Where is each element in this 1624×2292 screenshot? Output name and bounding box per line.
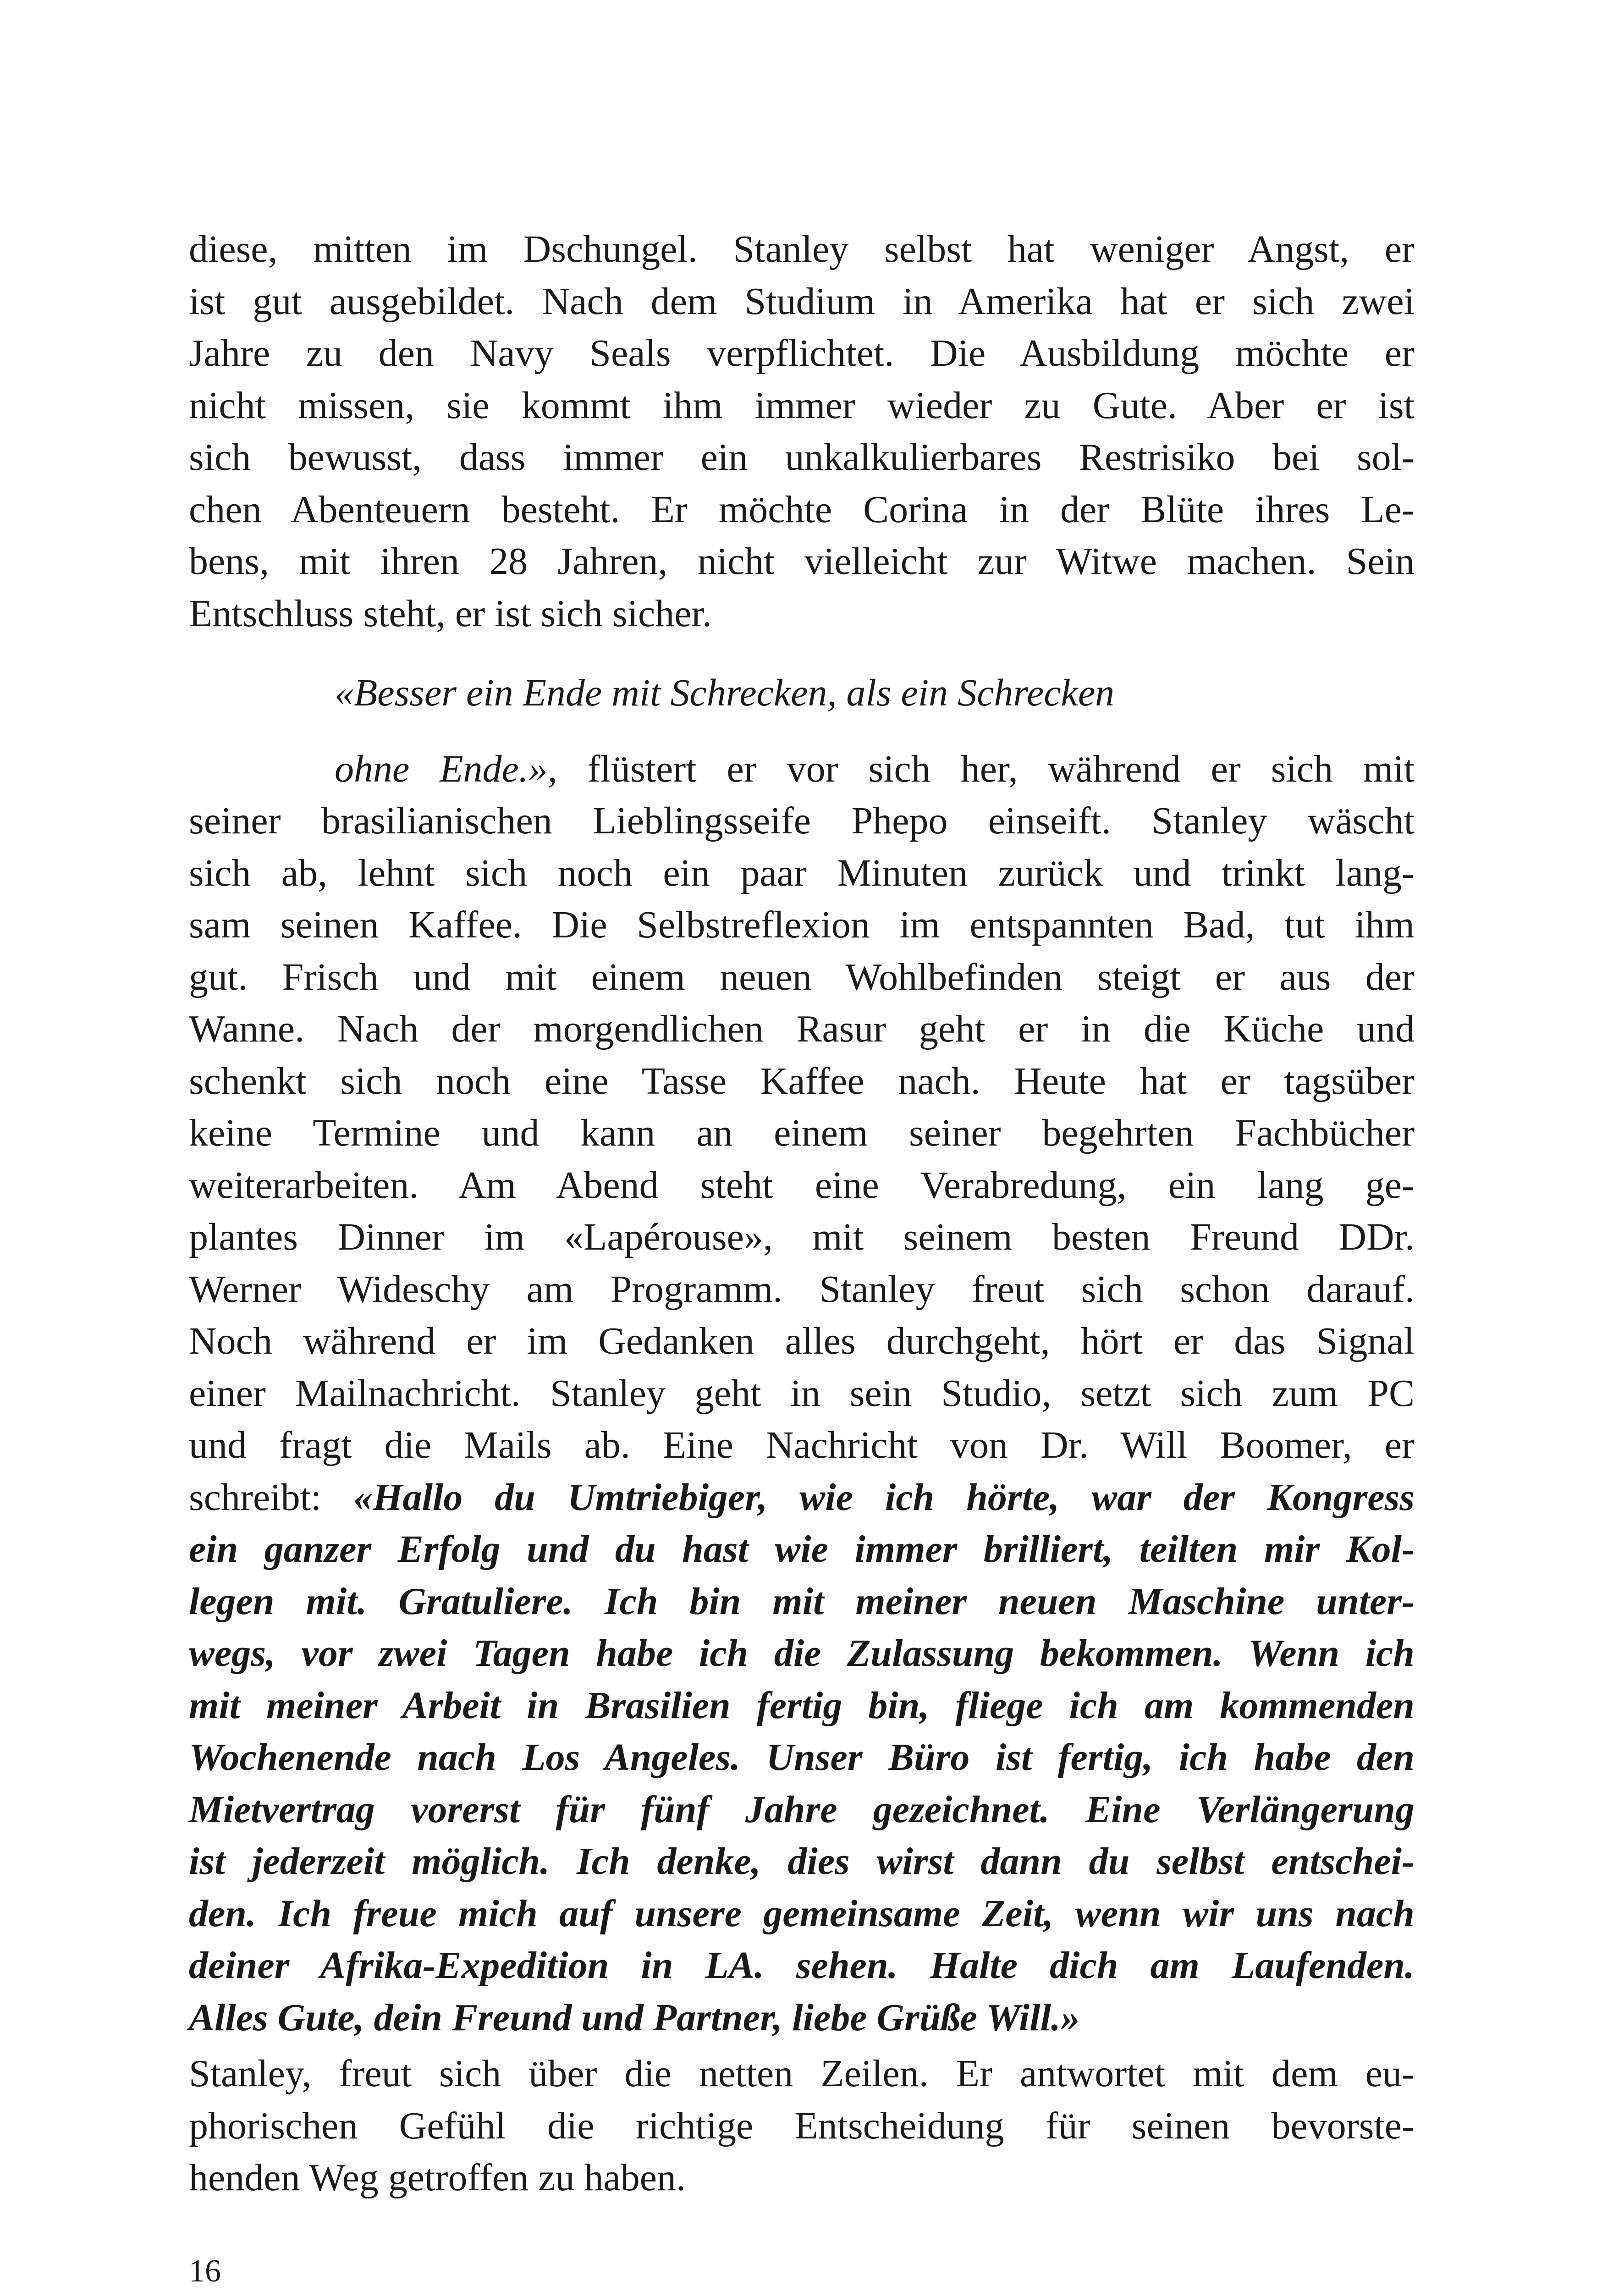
email-quote-start: «Hallo du Umtriebiger, wie ich hörte, war der Kongress (353, 1476, 1415, 1519)
paragraph-1 (189, 223, 1415, 639)
text-line: sich ab, lehnt sich noch ein paar Minuten zurück und trinkt lang- (189, 851, 1415, 894)
text-line: Werner Wideschy am Programm. Stanley freut sich schon darauf. (189, 1267, 1415, 1311)
text-line: Jahre zu den Navy Seals verpflichtet. Die Ausbildung möchte er (189, 332, 1415, 375)
email-line: ist jederzeit möglich. Ich denke, dies wirst dann du selbst entschei- (189, 1840, 1415, 1883)
quote-attribution: , flüstert er vor sich her, während er sich mit (547, 748, 1415, 790)
email-line: den. Ich freue mich auf unsere gemeinsame Zeit, wenn wir uns nach (189, 1892, 1415, 1935)
text-line: Wanne. Nach der morgendlichen Rasur geht er in die Küche und (189, 1008, 1415, 1050)
quote-end: ohne Ende.» (335, 748, 548, 790)
email-first-line (189, 1471, 1415, 1524)
text-line: weiterarbeiten. Am Abend steht eine Verabredung, ein lang ge- (189, 1163, 1415, 1207)
email-line: deiner Afrika-Expedition in LA. sehen. Halte dich am Laufenden. (189, 1944, 1415, 1987)
text-line: und fragt die Mails ab. Eine Nachricht von Dr. Will Boomer, er (189, 1424, 1415, 1466)
page-number: 16 (189, 2253, 221, 2289)
email-line: mit meiner Arbeit in Brasilien fertig bin, fliege ich am kommenden (189, 1684, 1415, 1727)
text-line: phorischen Gefühl die richtige Entscheidung für seinen bevorste- (189, 2104, 1415, 2147)
text-line: bens, mit ihren 28 Jahren, nicht vielleicht zur Witwe machen. Sein (189, 540, 1415, 583)
email-line: wegs, vor zwei Tagen habe ich die Zulassung bekommen. Wenn ich (189, 1632, 1415, 1675)
quote-line: «Besser ein Ende mit Schrecken, als ein Schrecken (335, 672, 1115, 714)
email-line: legen mit. Gratuliere. Ich bin mit meiner neuen Maschine unter- (189, 1580, 1415, 1623)
email-line: Mietvertrag vorerst für fünf Jahre gezeichnet. Eine Verlängerung (189, 1788, 1415, 1831)
text-line: Entschluss steht, er ist sich sicher. (189, 592, 712, 635)
text-line: Noch während er im Gedanken alles durchgeht, hört er das Signal (189, 1320, 1415, 1362)
text-line: chen Abenteuern besteht. Er möchte Corina in der Blüte ihres Le- (189, 488, 1415, 531)
quote-continuation-line (335, 743, 1415, 795)
text-line: henden Weg getroffen zu haben. (189, 2156, 686, 2199)
text-line: nicht missen, sie kommt ihm immer wieder zu Gute. Aber er ist (189, 384, 1415, 427)
email-line: Alles Gute, dein Freund und Partner, liebe Grüße Will.» (189, 1996, 1080, 2039)
text-line: gut. Frisch und mit einem neuen Wohlbefinden steigt er aus der (189, 955, 1415, 998)
paragraph-3 (189, 2048, 1415, 2204)
paragraph-2 (189, 795, 1415, 2044)
email-line: Wochenende nach Los Angeles. Unser Büro ist fertig, ich habe den (189, 1736, 1415, 1779)
quote-block (335, 667, 1415, 719)
text-line: ist gut ausgebildet. Nach dem Studium in Amerika hat er sich zwei (189, 280, 1415, 323)
text-line: diese, mitten im Dschungel. Stanley selbst hat weniger Angst, er (189, 228, 1415, 270)
text-line: sich bewusst, dass immer ein unkalkulierbares Restrisiko bei sol- (189, 436, 1415, 479)
text-line: sam seinen Kaffee. Die Selbstreflexion im entspannten Bad, tut ihm (189, 904, 1415, 946)
quote-continuation (335, 743, 1415, 795)
text-line: einer Mailnachricht. Stanley geht in sein Studio, setzt sich zum PC (189, 1372, 1415, 1415)
email-intro: schreibt: (189, 1476, 354, 1519)
text-line: Stanley, freut sich über die netten Zeilen. Er antwortet mit dem eu- (189, 2052, 1415, 2095)
text-line: keine Termine und kann an einem seiner begehrten Fachbücher (189, 1112, 1415, 1154)
text-line: schenkt sich noch eine Tasse Kaffee nach. Heute hat er tagsüber (189, 1059, 1415, 1102)
text-line: plantes Dinner im «Lapérouse», mit seinem besten Freund DDr. (189, 1216, 1415, 1258)
text-line: seiner brasilianischen Lieblingsseife Phepo einseift. Stanley wäscht (189, 799, 1415, 842)
email-line: ein ganzer Erfolg und du hast wie immer brilliert, teilten mir Kol- (189, 1528, 1415, 1570)
